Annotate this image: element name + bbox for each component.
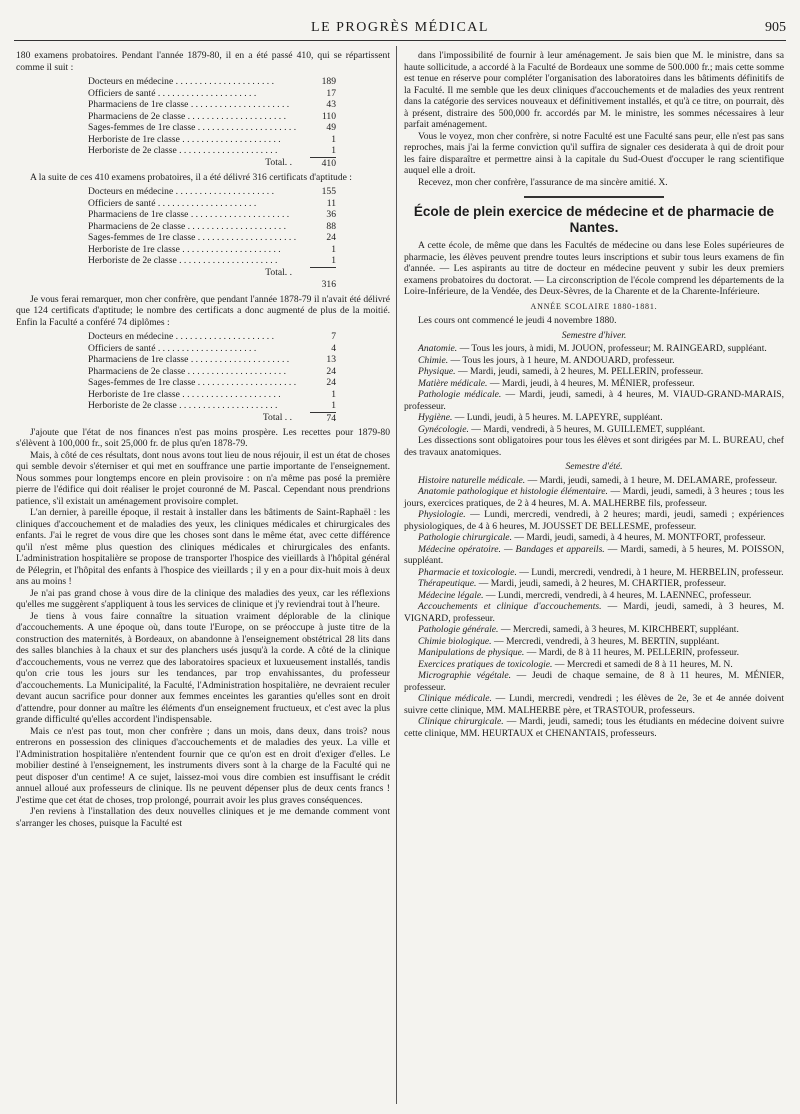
diplomas-paragraph: Je vous ferai remarquer, mon cher confrère, que pendant l'année 1878-79 il n'avait été délivré que 124 certificats d'aptitude; le nombre des certificats a donc augmenté de plus de la moitié. Enfin la Faculté a conféré 74 diplômes : <box>16 293 390 328</box>
table-row <box>88 88 336 100</box>
row-label: Sages-femmes de 1re classe . . . <box>88 377 296 389</box>
row-value: 110 <box>321 110 336 122</box>
exams-table <box>88 76 336 169</box>
section-title: École de plein exercice de médecine et de pharmacie de Nantes. <box>413 204 775 235</box>
table-row <box>88 354 336 366</box>
course-subject: Médecine opératoire. — Bandages et appareils. <box>418 543 605 555</box>
winter-semester-title: Semestre d'hiver. <box>561 329 627 341</box>
course-details: — Lundi, jeudi, à 5 heures. M. LAPEYRE, suppléant. <box>452 412 663 423</box>
journal-title: LE PROGRÈS MÉDICAL <box>311 20 489 35</box>
diplomas-table <box>88 331 336 424</box>
course-entry <box>404 412 784 424</box>
table-row <box>88 232 336 244</box>
course-subject: Clinique médicale. <box>418 693 492 704</box>
row-label: Officiers de santé . . . <box>88 343 256 355</box>
row-value: 1 <box>331 133 336 145</box>
course-entry <box>404 647 784 659</box>
course-details: — Lundi, mercredi, vendredi, à 2 heures; mardi, jeudi, samedi ; expériences physiologiques, de 4 à 6 heures, M. JOUSSET DE BELLESME, professeur. <box>404 509 784 532</box>
total-row <box>88 412 336 424</box>
body-paragraph: J'en reviens à l'installation des deux nouvelles cliniques et je me demande comment vont s'arranger les choses, puisque la Faculté est <box>16 806 390 829</box>
row-label: Herboriste de 1re classe . . . <box>88 244 281 256</box>
total-row <box>88 267 336 279</box>
course-subject: Clinique chirurgicale. <box>418 716 504 727</box>
course-details: — Lundi, mercredi, vendredi, à 4 heures, M. LAENNEC, professeur. <box>483 589 752 601</box>
total-value <box>310 267 336 279</box>
row-value: 189 <box>321 76 336 87</box>
course-entry <box>404 424 784 436</box>
course-details: — Mardi, jeudi, samedi, à 1 heure, M. DELAMARE, professeur. <box>525 474 777 486</box>
table-row <box>88 99 336 111</box>
row-label: Herboriste de 2e classe . . . <box>88 255 277 267</box>
course-details: — Mercredi, samedi, à 3 heures, M. KIRCHBERT, suppléant. <box>498 624 739 635</box>
course-entry <box>404 716 784 739</box>
course-entry <box>404 475 784 487</box>
course-entry <box>404 601 784 624</box>
course-subject: Pharmacie et toxicologie. <box>418 566 517 578</box>
course-details: — Mardi, jeudi, samedi, à 3 heures, M. VIGNARD, professeur. <box>404 601 784 624</box>
certificates-table <box>88 186 336 291</box>
course-entry <box>404 366 784 378</box>
course-entry <box>404 578 784 590</box>
course-subject: Pathologie chirurgicale. <box>418 532 512 543</box>
course-subject: Thérapeutique. <box>418 578 477 589</box>
row-label: Pharmaciens de 2e classe . . . <box>88 221 286 233</box>
course-entry <box>404 636 784 648</box>
body-paragraph: Mais ce n'est pas tout, mon cher confrère ; dans un mois, dans deux, dans trois? nous entrerons en possession des cliniques d'accouchements et de maladies des yeux. La ville et l'Administration hospitalière n'entendent fournir que ce qu'on est en droit d'exiger d'elles. Le mobilier destiné à l'enseignement, les instruments divers sont à la charge de la Faculté qui ne peut disposer d'un centime! A ce sujet, laissez-moi vous dire combien est insuffisant le crédit annuel alloué aux professeurs de clinique. Ils ne peuvent dépenser plus de deux cents francs ! J'estime que cet état de choses, trop prolongé, pourrait avoir les plus graves conséquences. <box>16 725 390 806</box>
table-row <box>88 366 336 378</box>
course-entry <box>404 544 784 567</box>
letter-paragraph: Vous le voyez, mon cher confrère, si notre Faculté est une Faculté sans peur, elle n'est pas sans reproches, mais j'ai la ferme conviction qu'il suffira de signaler ces desiderata à qui de droit pour les faire disparaître et permettre ainsi à la capitale du Sud-Ouest d'occuper le rang scientifique auquel elle a droit. <box>404 130 784 176</box>
table-row <box>88 76 336 88</box>
course-subject: Accouchements et clinique d'accouchements. <box>418 601 602 612</box>
course-entry <box>404 567 784 579</box>
certificates-paragraph: A la suite de ces 410 examens probatoires, il a été délivré 316 certificats d'aptitude : <box>30 171 352 183</box>
total-value-below: 316 <box>321 278 336 290</box>
course-subject: Pathologie générale. <box>418 624 499 635</box>
course-details: — Mardi, jeudi, samedi; tous les étudiants en médecine doivent suivre cette clinique, MM. HEURTAUX et CHENANTAIS, professeurs. <box>404 716 784 739</box>
row-value: 1 <box>331 255 336 266</box>
row-value: 88 <box>326 220 336 232</box>
course-entry <box>404 670 784 693</box>
row-value: 24 <box>326 365 336 377</box>
total-row <box>88 157 336 169</box>
course-details: — Tous les jours, à midi, M. JOUON, professeur; M. RAINGEARD, suppléant. <box>457 343 767 354</box>
page-number: 905 <box>765 20 786 35</box>
course-subject: Chimie. <box>418 354 449 366</box>
table-row <box>88 221 336 233</box>
course-entry <box>404 355 784 367</box>
winter-course-list <box>404 343 784 435</box>
table-row <box>88 122 336 134</box>
row-label: Herboriste de 2e classe . . . <box>88 400 277 412</box>
course-entry <box>404 486 784 509</box>
row-value: 1 <box>331 243 336 255</box>
row-label: Pharmaciens de 2e classe . . . <box>88 111 286 123</box>
course-entry <box>404 389 784 412</box>
course-entry <box>404 509 784 532</box>
course-subject: Histoire naturelle médicale. <box>418 474 526 486</box>
row-value: 43 <box>326 99 336 110</box>
row-label: Herboriste de 2e classe . . . <box>88 145 277 157</box>
table-row <box>88 134 336 146</box>
body-paragraph: Je tiens à vous faire connaître la situation vraiment déplorable de la clinique d'accouchements. A une époque où, dans toute l'Europe, on se préoccupe à juste titre de la construction des maternités, à Bordeaux, on abandonne à l'enseignement obstétrical 28 lits dans des salles blanchies à la chaux et sur des planchers usés jusqu'à la corde. A côté de la clinique d'accouchements, vous ne verrez que des laboratoires spacieux et luxueusement installés, tandis qu'on crie tous les jours sur les tendances, par trop envahissantes, du professeur d'accouchements. La Municipalité, la Faculté, l'Administration hospitalière, ne devraient reculer devant aucun sacrifice pour donner aux femmes enceintes les garanties qu'elles sont en droit d'attendre, pour donner au maître les éléments d'un enseignement fructueux, et c'est avec la plus grande difficulté qu'elles accordent l'indispensable. <box>16 610 390 725</box>
left-column <box>16 50 390 829</box>
row-label: Herboriste de 1re classe . . . <box>88 389 281 401</box>
course-subject: Gynécologie. <box>418 423 469 435</box>
row-value: 17 <box>326 87 336 99</box>
course-subject: Exercices pratiques de toxicologie. <box>418 658 553 670</box>
table-row <box>88 343 336 355</box>
course-details: — Mardi, vendredi, à 5 heures, M. GUILLEMET, suppléant. <box>468 423 706 435</box>
body-paragraph: Mais, à côté de ces résultats, dont nous avons tout lieu de nous réjouir, il est un état de choses qui semble devoir s'éterniser et qui met en souffrance une partie importante de l'enseignement. Nous sommes pour longtemps encore en plein provisoire : on n'a même pas posé la première pierre de l'édifice qui doit réaliser le projet couronné de M. Pascal. Cependant nous prendrions patience, s'il existait un aménagement provisoire complet. <box>16 449 390 507</box>
letter-continuation <box>404 50 784 188</box>
section-intro: A cette école, de même que dans les Facultés de médecine ou dans lese Eoles supérieures de pharmacie, les élèves peuvent prendre toutes leurs inscriptions et subir tous leurs examens de fin d'année. — Les aspirants au titre de docteur en médecine peuvent y subir les deux premiers examens probatoires du doctorat. — La circonscription de l'école comprend les départements de la Loire-Inférieure, de la Vendée, des Deux-Sèvres, de la Charente et de la Charente-Inférieure. <box>404 240 784 297</box>
course-entry <box>404 624 784 636</box>
course-subject: Médecine légale. <box>418 589 484 601</box>
course-entry <box>404 590 784 602</box>
summer-semester-title: Semestre d'été. <box>565 461 623 472</box>
right-column <box>404 50 784 739</box>
table-row <box>88 255 336 267</box>
course-details: — Mardi, de 8 à 11 heures, M. PELLERIN, professeur. <box>524 647 739 658</box>
course-subject: Pathologie médicale. <box>418 389 502 400</box>
dissections-note: Les dissections sont obligatoires pour tous les élèves et sont dirigées par M. L. BUREAU, chef des travaux anatomiques. <box>404 435 784 458</box>
body-paragraph: J'ajoute que l'état de nos finances n'est pas moins prospère. Les recettes pour 1879-80 s'élèvent à 100,000 fr., soit 25,000 fr. de plus qu'en 1878-79. <box>16 426 390 449</box>
row-label: Pharmaciens de 2e classe . . . <box>88 366 286 378</box>
course-subject: Physiologie. <box>418 509 466 520</box>
course-entry <box>404 532 784 544</box>
course-details: — Lundi, mercredi, vendredi ; les élèves de 2e, 3e et 4e année doivent suivre cette clinique, MM. MALHERBE père, et TRASTOUR, professeurs. <box>404 693 784 716</box>
row-value: 7 <box>331 331 336 342</box>
row-value: 1 <box>331 388 336 400</box>
table-row <box>88 198 336 210</box>
row-value: 11 <box>326 197 336 209</box>
table-row <box>88 331 336 343</box>
course-subject: Chimie biologique. <box>418 635 492 647</box>
row-label: Sages-femmes de 1re classe . . . <box>88 232 296 244</box>
course-details: — Mardi, jeudi, samedi, à 3 heures ; tous les jours, exercices pratiques, de 2 à 4 heures, M. A. MALHERBE fils, professeur. <box>404 486 784 509</box>
row-label: Docteurs en médecine . . . <box>88 186 274 198</box>
course-details: — Mardi, jeudi, samedi, à 2 heures, M. CHARTIER, professeur. <box>476 578 726 589</box>
course-details: — Mardi, jeudi, samedi, à 2 heures, M. PELLERIN, professeur. <box>455 366 704 377</box>
table-row <box>88 145 336 157</box>
table-row <box>88 186 336 198</box>
row-value: 24 <box>326 232 336 243</box>
row-value: 155 <box>321 186 336 197</box>
table-row <box>88 209 336 221</box>
course-entry <box>404 378 784 390</box>
course-details: — Mardi, jeudi, à 4 heures, M. MÉNIER, professeur. <box>487 377 695 389</box>
left-body-text <box>16 427 390 830</box>
row-value: 24 <box>326 377 336 388</box>
school-year: ANNÉE SCOLAIRE 1880-1881. <box>530 301 658 311</box>
table-row <box>88 377 336 389</box>
course-entry <box>404 343 784 355</box>
row-value: 36 <box>326 209 336 220</box>
body-paragraph: Je n'ai pas grand chose à vous dire de la clinique des maladies des yeux, car les réflexions qu'elles me suggèrent s'appliquent à tous les services de clinique et j'y reviendrai tout à l'heure. <box>16 587 390 610</box>
total-label: Total. . <box>265 266 292 278</box>
table-row <box>88 389 336 401</box>
row-label: Pharmaciens de 1re classe . . . <box>88 354 289 366</box>
row-label: Officiers de santé . . . <box>88 198 256 210</box>
course-details: — Tous les jours, à 1 heure, M. ANDOUARD, professeur. <box>448 354 675 366</box>
intro-paragraph: 180 examens probatoires. Pendant l'année 1879-80, il en a été passé 410, qui se répartissent comme il suit : <box>16 50 390 73</box>
row-label: Sages-femmes de 1re classe . . . <box>88 122 296 134</box>
course-subject: Anatomie. <box>418 343 458 354</box>
course-details: — Mercredi, vendredi, à 3 heures, M. BERTIN, suppléant. <box>491 635 720 647</box>
column-divider <box>396 46 397 1104</box>
course-details: — Jeudi de chaque semaine, de 8 à 11 heures, M. MÉNIER, professeur. <box>404 670 784 693</box>
course-details: — Lundi, mercredi, vendredi, à 1 heure, M. HERBELIN, professeur. <box>516 566 784 578</box>
course-entry <box>404 659 784 671</box>
row-label: Docteurs en médecine . . . <box>88 76 274 88</box>
table-row <box>88 111 336 123</box>
row-value: 1 <box>331 145 336 156</box>
course-subject: Hygiène. <box>418 412 453 423</box>
table-row <box>88 244 336 256</box>
row-label: Pharmaciens de 1re classe . . . <box>88 209 289 221</box>
total-value: 74 <box>310 412 336 424</box>
total-value: 410 <box>310 157 336 169</box>
letter-paragraph: Recevez, mon cher confrère, l'assurance de ma sincère amitié. X. <box>418 176 668 188</box>
total-label: Total . . <box>262 411 292 423</box>
section-separator <box>524 196 664 198</box>
row-label: Herboriste de 1re classe . . . <box>88 134 281 146</box>
course-subject: Anatomie pathologique et histologie élémentaire. <box>418 486 608 497</box>
course-details: — Mercredi et samedi de 8 à 11 heures, M. N. <box>552 658 733 670</box>
course-details: — Mardi, samedi, à 5 heures, M. POISSON, suppléant. <box>404 543 784 566</box>
course-subject: Matière médicale. <box>418 377 488 389</box>
row-value: 1 <box>331 400 336 411</box>
row-label: Docteurs en médecine . . . <box>88 331 274 343</box>
row-label: Officiers de santé . . . <box>88 88 256 100</box>
row-value: 49 <box>326 122 336 133</box>
row-value: 13 <box>326 354 336 365</box>
course-subject: Manipulations de physique. <box>418 647 525 658</box>
course-subject: Physique. <box>418 366 456 377</box>
page-header <box>14 18 786 41</box>
course-details: — Mardi, jeudi, samedi, à 4 heures, M. VIAUD-GRAND-MARAIS, professeur. <box>404 389 784 412</box>
total-label: Total. . <box>265 156 292 168</box>
summer-course-list <box>404 475 784 740</box>
table-row <box>88 400 336 412</box>
courses-start: Les cours ont commencé le jeudi 4 novembre 1880. <box>418 315 617 326</box>
letter-paragraph: dans l'impossibilité de fournir à leur aménagement. Je sais bien que M. le ministre, dans sa haute sollicitude, a accordé à la Faculté de Bordeaux une somme de 500.000 fr.; mais cette somme est tenue en réserve pour compléter l'organisation des laboratoires dans les bâtiments définitifs de la Faculté. Il me semble que les deux cliniques d'accouchements et de maladies des yeux rentrent dans la catégorie des services nouveaux et définitivement installés, et qu'à ce titre, on pourrait, dès à présent, distraire des 500,000 fr. accordés par M. le ministre, les sommes nécessaires à leur parfait aménagement. <box>404 50 784 130</box>
row-label: Pharmaciens de 1re classe . . . <box>88 99 289 111</box>
course-subject: Micrographie végétale. <box>418 670 511 681</box>
course-details: — Mardi, jeudi, samedi, à 4 heures, M. MONTFORT, professeur. <box>511 532 766 543</box>
course-entry <box>404 693 784 716</box>
row-value: 4 <box>331 342 336 354</box>
body-paragraph: L'an dernier, à pareille époque, il restait à installer dans les bâtiments de Saint-Raphaël : les cliniques d'accouchement et de maladies des yeux, les cliniques médicales et chirurgicales des enfants. J'ai le regret de vous dire que les choses sont dans le même état, avec cette différence qu'il n'est même plus question des cliniques médicales et chirurgicales des enfants. L'administration hospitalière se propose de transporter l'hospice des vieillards à l'hôpital général de Pélegrin, et l'hôpital des enfants à l'hospice des vieillards ; il y en a pour dix-huit mois à deux ans au moins ! <box>16 507 390 587</box>
